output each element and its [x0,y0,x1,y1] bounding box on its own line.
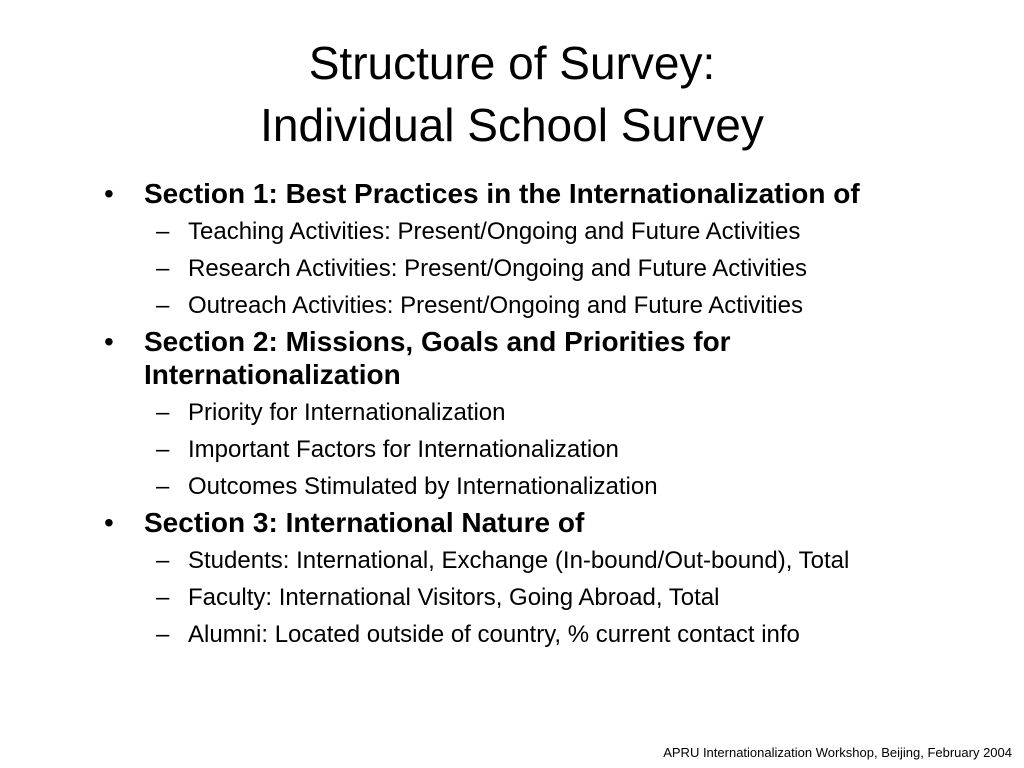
sub-bullet-marker: – [156,436,170,463]
bullet-list [100,173,950,650]
sub-bullet-marker: – [156,218,170,245]
slide-title-line-1: Structure of Survey: [308,37,716,89]
sub-bullet-marker: – [156,399,170,426]
sub-item-text: Students: International, Exchange (In-bound/Out-bound), Total [188,547,850,574]
sub-bullet-marker: – [156,255,170,282]
sub-item [100,291,958,321]
sub-item [100,435,958,465]
sub-item [100,254,958,284]
slide-title [0,32,1024,156]
sub-bullet-marker: – [156,547,170,574]
sub-item [100,620,958,650]
sub-item [100,398,958,428]
sub-bullet-marker: – [156,584,170,611]
section-3-heading: Section 3: International Nature of [144,507,585,538]
section-3-bullet [100,506,950,539]
sub-item-text: Important Factors for Internationalization [188,436,619,463]
sub-item [100,583,958,613]
sub-item [100,472,958,502]
section-1-bullet [100,177,950,210]
sub-item-text: Faculty: International Visitors, Going Abroad, Total [188,584,720,611]
sub-bullet-marker: – [156,621,170,648]
section-2-heading: Section 2: Missions, Goals and Priorities for Internationalization [144,326,731,390]
sub-bullet-marker: – [156,473,170,500]
slide-title-line-2: Individual School Survey [260,99,764,151]
sub-item-text: Teaching Activities: Present/Ongoing and Future Activities [188,218,801,245]
sub-bullet-marker: – [156,292,170,319]
section-1-heading: Section 1: Best Practices in the Internationalization of [144,178,860,209]
bullet-marker: • [104,507,114,538]
sub-item-text: Outcomes Stimulated by Internationalization [188,473,658,500]
sub-item-text: Alumni: Located outside of country, % current contact info [188,621,800,648]
sub-item [100,546,958,576]
sub-item-text: Outreach Activities: Present/Ongoing and Future Activities [188,292,803,319]
slide-footer: APRU Internationalization Workshop, Beijing, February 2004 [663,745,1012,760]
bullet-marker: • [104,326,114,357]
section-2-bullet [100,325,950,391]
sub-item [100,217,958,247]
bullet-marker: • [104,178,114,209]
sub-item-text: Priority for Internationalization [188,399,506,426]
sub-item-text: Research Activities: Present/Ongoing and Future Activities [188,255,807,282]
